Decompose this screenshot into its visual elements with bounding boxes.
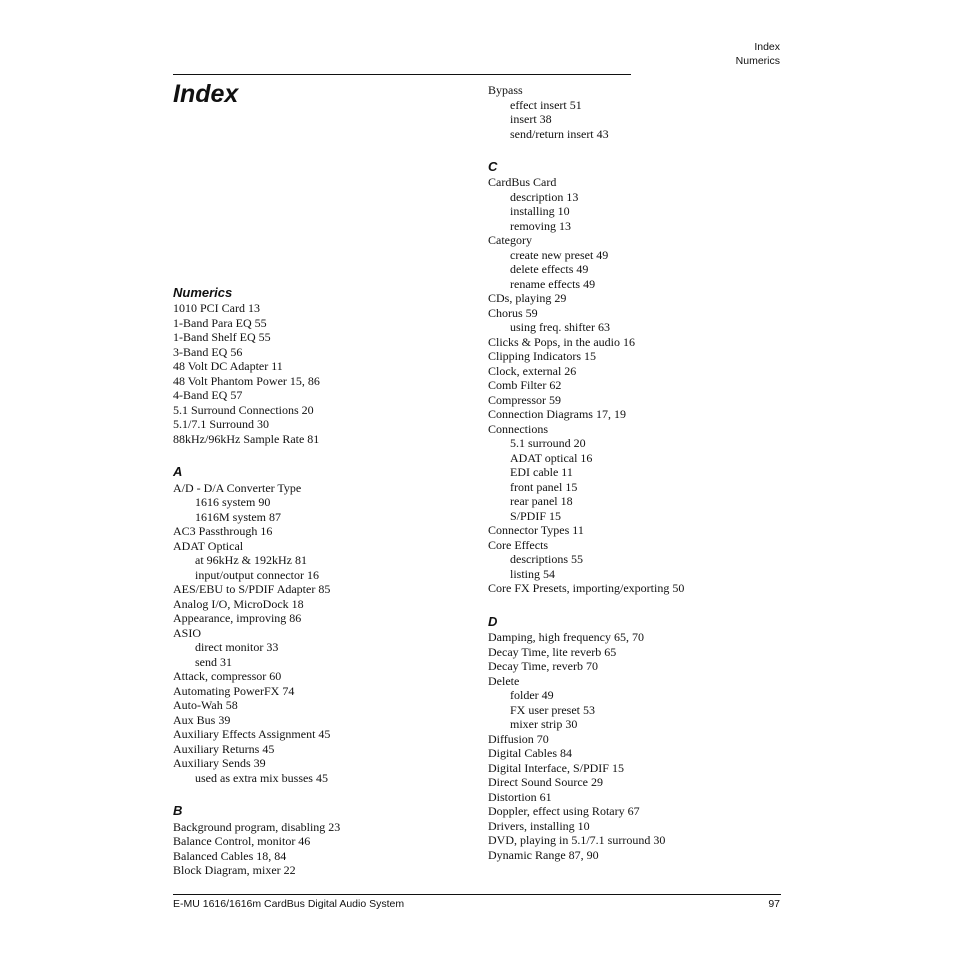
index-entry: Decay Time, lite reverb 65 bbox=[488, 644, 617, 659]
index-entry: Clock, external 26 bbox=[488, 363, 577, 378]
index-subentry: input/output connector 16 bbox=[195, 567, 319, 582]
index-column-left bbox=[173, 285, 463, 878]
index-entry: Dynamic Range 87, 90 bbox=[488, 847, 599, 862]
section-gap bbox=[488, 141, 778, 159]
index-entry: Connection Diagrams 17, 19 bbox=[488, 407, 626, 422]
index-entry: Attack, compressor 60 bbox=[173, 669, 282, 684]
index-entry: 1010 PCI Card 13 bbox=[173, 301, 260, 316]
index-subentry: listing 54 bbox=[510, 566, 556, 581]
index-entry: Digital Cables 84 bbox=[488, 746, 572, 761]
index-section bbox=[488, 614, 778, 862]
section-heading: A bbox=[173, 464, 183, 480]
index-subentry: 1616 system 90 bbox=[195, 495, 271, 510]
section-heading: D bbox=[488, 613, 498, 629]
index-entry: Direct Sound Source 29 bbox=[488, 775, 603, 790]
index-subentry: folder 49 bbox=[510, 688, 554, 703]
index-subentry: create new preset 49 bbox=[510, 247, 609, 262]
index-section bbox=[173, 285, 463, 446]
index-entry: Drivers, installing 10 bbox=[488, 818, 590, 833]
running-header-title: Index bbox=[754, 41, 780, 53]
index-entry: 88kHz/96kHz Sample Rate 81 bbox=[173, 431, 320, 446]
bottom-rule bbox=[173, 894, 781, 895]
index-entry: AC3 Passthrough 16 bbox=[173, 524, 273, 539]
index-column-right bbox=[488, 83, 778, 862]
index-entry: Connections bbox=[488, 421, 548, 436]
index-subentry: effect insert 51 bbox=[510, 97, 582, 112]
index-section bbox=[488, 83, 778, 141]
index-entry: Background program, disabling 23 bbox=[173, 819, 341, 834]
index-entry: Chorus 59 bbox=[488, 305, 538, 320]
index-subentry: installing 10 bbox=[510, 204, 570, 219]
index-subentry: insert 38 bbox=[510, 112, 552, 126]
section-gap bbox=[173, 785, 463, 803]
index-entry: Auxiliary Sends 39 bbox=[173, 756, 266, 771]
index-entry: Balanced Cables 18, 84 bbox=[173, 848, 287, 863]
index-entry: Automating PowerFX 74 bbox=[173, 683, 295, 698]
index-subentry: description 13 bbox=[510, 189, 579, 204]
index-subentry: front panel 15 bbox=[510, 479, 578, 494]
index-entry: Auxiliary Effects Assignment 45 bbox=[173, 727, 331, 742]
page-number: 97 bbox=[768, 898, 780, 910]
index-subentry: send/return insert 43 bbox=[510, 126, 609, 141]
index-entry: Clipping Indicators 15 bbox=[488, 349, 596, 364]
index-subentry: 5.1 surround 20 bbox=[510, 436, 586, 451]
index-entry: 1-Band Shelf EQ 55 bbox=[173, 330, 271, 345]
index-subentry: using freq. shifter 63 bbox=[510, 320, 610, 335]
index-entry: Aux Bus 39 bbox=[173, 712, 231, 727]
index-subentry: 1616M system 87 bbox=[195, 509, 282, 524]
section-heading: C bbox=[488, 159, 498, 174]
page-title: Index bbox=[173, 80, 239, 108]
index-entry: CardBus Card bbox=[488, 175, 557, 190]
index-entry: Decay Time, reverb 70 bbox=[488, 659, 598, 674]
index-subentry: direct monitor 33 bbox=[195, 640, 279, 655]
index-entry: Comb Filter 62 bbox=[488, 378, 562, 393]
index-subentry: ADAT optical 16 bbox=[510, 450, 593, 465]
index-entry: Digital Interface, S/PDIF 15 bbox=[488, 760, 624, 775]
index-entry: Diffusion 70 bbox=[488, 731, 549, 746]
index-subentry: delete effects 49 bbox=[510, 262, 589, 277]
section-gap bbox=[488, 596, 778, 614]
index-entry: 4-Band EQ 57 bbox=[173, 388, 243, 403]
index-entry: 1-Band Para EQ 55 bbox=[173, 315, 267, 330]
section-gap bbox=[173, 446, 463, 464]
index-entry: AES/EBU to S/PDIF Adapter 85 bbox=[173, 582, 331, 597]
index-entry: 3-Band EQ 56 bbox=[173, 344, 243, 359]
top-rule bbox=[173, 74, 631, 75]
index-section bbox=[173, 803, 463, 877]
index-entry: 5.1 Surround Connections 20 bbox=[173, 402, 314, 417]
index-entry: Auxiliary Returns 45 bbox=[173, 741, 275, 756]
section-heading: B bbox=[173, 803, 183, 819]
index-subentry: at 96kHz & 192kHz 81 bbox=[195, 553, 307, 568]
index-entry: 48 Volt Phantom Power 15, 86 bbox=[173, 373, 320, 388]
index-entry: 48 Volt DC Adapter 11 bbox=[173, 359, 283, 374]
index-entry: Damping, high frequency 65, 70 bbox=[488, 630, 644, 645]
index-entry: Category bbox=[488, 233, 532, 248]
index-entry: Bypass bbox=[488, 83, 523, 97]
index-entry: Compressor 59 bbox=[488, 392, 561, 407]
index-entry: Connector Types 11 bbox=[488, 523, 584, 538]
index-entry: Clicks & Pops, in the audio 16 bbox=[488, 334, 635, 349]
running-header bbox=[736, 40, 780, 68]
index-entry: DVD, playing in 5.1/7.1 surround 30 bbox=[488, 833, 666, 848]
index-entry: 5.1/7.1 Surround 30 bbox=[173, 417, 269, 432]
index-entry: Distortion 61 bbox=[488, 789, 552, 804]
index-entry: Appearance, improving 86 bbox=[173, 611, 302, 626]
index-entry: Delete bbox=[488, 673, 520, 688]
index-entry: Block Diagram, mixer 22 bbox=[173, 863, 296, 878]
index-entry: ASIO bbox=[173, 625, 202, 640]
index-entry: Balance Control, monitor 46 bbox=[173, 834, 311, 849]
index-entry: CDs, playing 29 bbox=[488, 291, 567, 306]
index-subentry: FX user preset 53 bbox=[510, 702, 595, 717]
section-heading: Numerics bbox=[173, 285, 233, 300]
index-entry: Doppler, effect using Rotary 67 bbox=[488, 804, 640, 819]
index-subentry: EDI cable 11 bbox=[510, 465, 573, 480]
index-entry: Core Effects bbox=[488, 537, 549, 552]
index-subentry: S/PDIF 15 bbox=[510, 508, 562, 523]
index-entry: ADAT Optical bbox=[173, 538, 244, 553]
index-section bbox=[173, 464, 463, 785]
running-header-section: Numerics bbox=[735, 55, 780, 67]
index-entry: Auto-Wah 58 bbox=[173, 698, 238, 713]
index-section bbox=[488, 159, 778, 596]
index-subentry: mixer strip 30 bbox=[510, 717, 578, 732]
index-subentry: send 31 bbox=[195, 654, 232, 669]
index-subentry: removing 13 bbox=[510, 218, 571, 233]
index-subentry: used as extra mix busses 45 bbox=[195, 770, 328, 785]
index-subentry: rear panel 18 bbox=[510, 494, 573, 509]
footer-product-name: E-MU 1616/1616m CardBus Digital Audio System bbox=[173, 898, 405, 910]
index-entry: Core FX Presets, importing/exporting 50 bbox=[488, 581, 685, 596]
index-subentry: descriptions 55 bbox=[510, 552, 583, 567]
index-entry: A/D - D/A Converter Type bbox=[173, 480, 302, 495]
index-subentry: rename effects 49 bbox=[510, 276, 596, 291]
index-entry: Analog I/O, MicroDock 18 bbox=[173, 596, 304, 611]
